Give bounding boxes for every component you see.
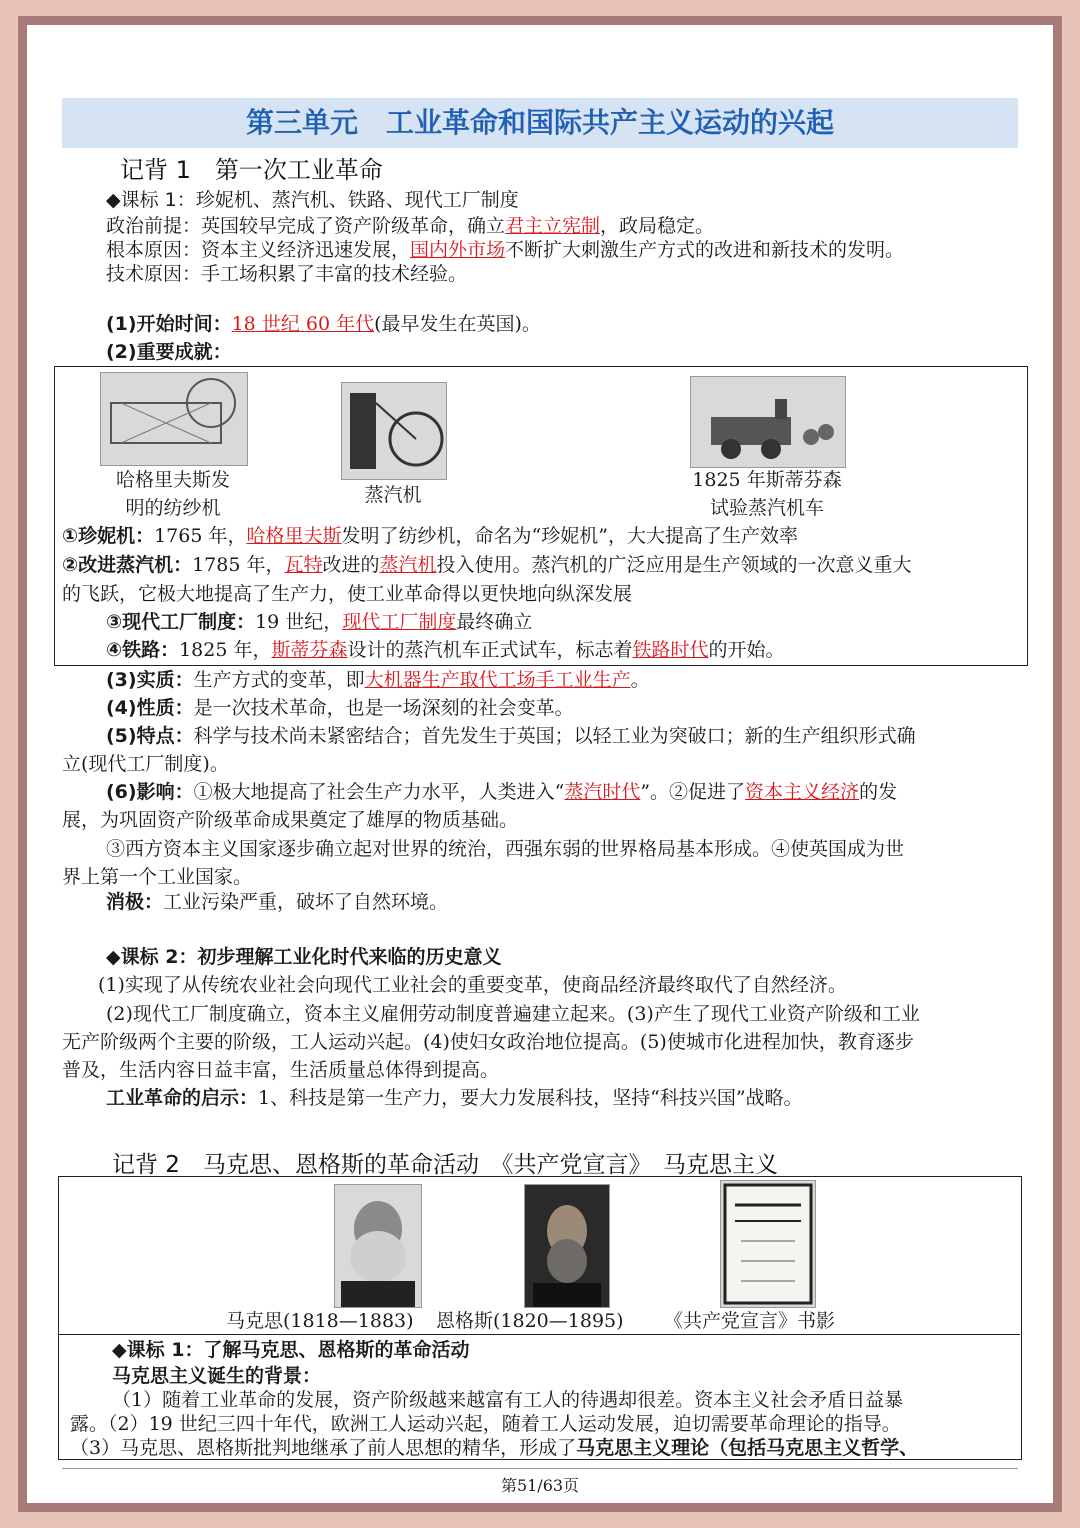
insight: 工业革命的启示：1、科技是第一生产力，要大力发展科技，坚持“科技兴国”战略。: [106, 1087, 803, 1109]
locomotive-image: [690, 376, 846, 468]
caption-locomotive-2: 试验蒸汽机车: [709, 497, 824, 519]
unit-title-bar: [62, 98, 1018, 148]
ach-jenny: ①珍妮机：1765 年，哈格里夫斯发明了纺纱机，命名为“珍妮机”，大大提高了生产效率: [62, 525, 798, 547]
standard-2: ◆课标 2：初步理解工业化时代来临的历史意义: [106, 946, 502, 968]
features: (5)特点：科学与技术尚未紧密结合；首先发生于英国；以轻工业为突破口；新的生产组织形式确: [106, 725, 916, 747]
caption-jenny-1: 哈格里夫斯发: [115, 469, 230, 491]
sig-2: (2)现代工厂制度确立，资本主义雇佣劳动制度普遍建立起来。(3)产生了现代工业资产阶级和工业: [106, 1003, 920, 1025]
sig-3: 无产阶级两个主要的阶级，工人运动兴起。(4)使妇女政治地位提高。(5)使城市化进程加快，教育逐步: [62, 1031, 914, 1053]
standard-1: ◆课标 1：珍妮机、蒸汽机、铁路、现代工厂制度: [106, 189, 519, 211]
engels-portrait: [524, 1184, 610, 1308]
manifesto-image: [720, 1180, 816, 1308]
caption-manifesto: 《共产党宣言》书影: [664, 1310, 836, 1332]
unit-title: 第三单元 工业革命和国际共产主义运动的兴起: [245, 106, 834, 139]
essence: (3)实质：生产方式的变革，即大机器生产取代工场手工业生产。: [106, 669, 650, 691]
impact-2: 展，为巩固资产阶级革命成果奠定了雄厚的物质基础。: [62, 809, 519, 831]
political-premise: 政治前提：英国较早完成了资产阶级革命，确立君主立宪制，政局稳定。: [106, 215, 715, 237]
negative: 消极：工业污染严重，破坏了自然环境。: [106, 891, 449, 913]
section1-heading: 记背 1 第一次工业革命: [120, 156, 383, 184]
ach-steam: ②改进蒸汽机：1785 年，瓦特改进的蒸汽机投入使用。蒸汽机的广泛应用是生产领域的一次意义重大: [62, 554, 912, 576]
achievements-label: (2)重要成就：: [106, 341, 232, 363]
footer-rule: [62, 1468, 1018, 1469]
caption-marx: 马克思(1818—1883): [226, 1310, 414, 1332]
steam-engine-image: [341, 382, 447, 480]
features-2: 立(现代工厂制度)。: [62, 753, 229, 775]
bg-3: （3）马克思、恩格斯批判地继承了前人思想的精华，形成了马克思主义理论（包括马克思主义哲学、: [70, 1437, 919, 1459]
impact: (6)影响：①极大地提高了社会生产力水平，人类进入“蒸汽时代”。②促进了资本主义经济的发: [106, 781, 898, 803]
page-number: 第51/63页: [500, 1476, 580, 1495]
caption-engels: 恩格斯(1820—1895): [436, 1310, 624, 1332]
impact-4: 界上第一个工业国家。: [62, 866, 253, 888]
section2-heading: 记背 2 马克思、恩格斯的革命活动 《共产党宣言》 马克思主义: [112, 1152, 778, 1178]
caption-locomotive-1: 1825 年斯蒂芬森: [692, 469, 842, 491]
tech-cause: 技术原因：手工场积累了丰富的技术经验。: [106, 263, 468, 285]
root-cause: 根本原因：资本主义经济迅速发展，国内外市场不断扩大刺激生产方式的改进和新技术的发明。: [106, 239, 905, 261]
marx-portrait: [334, 1184, 422, 1308]
spinning-jenny-image: [100, 372, 248, 466]
sig-1: (1)实现了从传统农业社会向现代工业社会的重要变革，使商品经济最终取代了自然经济。: [98, 974, 847, 996]
background-label: 马克思主义诞生的背景：: [112, 1365, 322, 1387]
ach-railway: ④铁路：1825 年，斯蒂芬森设计的蒸汽机车正式试车，标志着铁路时代的开始。: [106, 639, 785, 661]
caption-jenny-2: 明的纺纱机: [125, 497, 221, 519]
sig-4: 普及，生活内容日益丰富，生活质量总体得到提高。: [62, 1059, 500, 1081]
bg-2: 露。（2）19 世纪三四十年代，欧洲工人运动兴起，随着工人运动发展，迫切需要革命理论的指导。: [70, 1413, 901, 1435]
caption-steam-engine: 蒸汽机: [364, 484, 422, 506]
ach-steam-2: 的飞跃，它极大地提高了生产力，使工业革命得以更快地向纵深发展: [62, 583, 633, 605]
bg-1: （1）随着工业革命的发展，资产阶级越来越富有工人的待遇却很差。资本主义社会矛盾日益暴: [112, 1389, 904, 1411]
ach-factory: ③现代工厂制度：19 世纪，现代工厂制度最终确立: [106, 611, 533, 633]
start-time: (1)开始时间：18 世纪 60 年代(最早发生在英国)。: [106, 313, 541, 335]
impact-3: ③西方资本主义国家逐步确立起对世界的统治，西强东弱的世界格局基本形成。④使英国成为世: [106, 838, 905, 860]
s2-standard-1: ◆课标 1：了解马克思、恩格斯的革命活动: [112, 1339, 470, 1361]
nature: (4)性质：是一次技术革命，也是一场深刻的社会变革。: [106, 697, 574, 719]
